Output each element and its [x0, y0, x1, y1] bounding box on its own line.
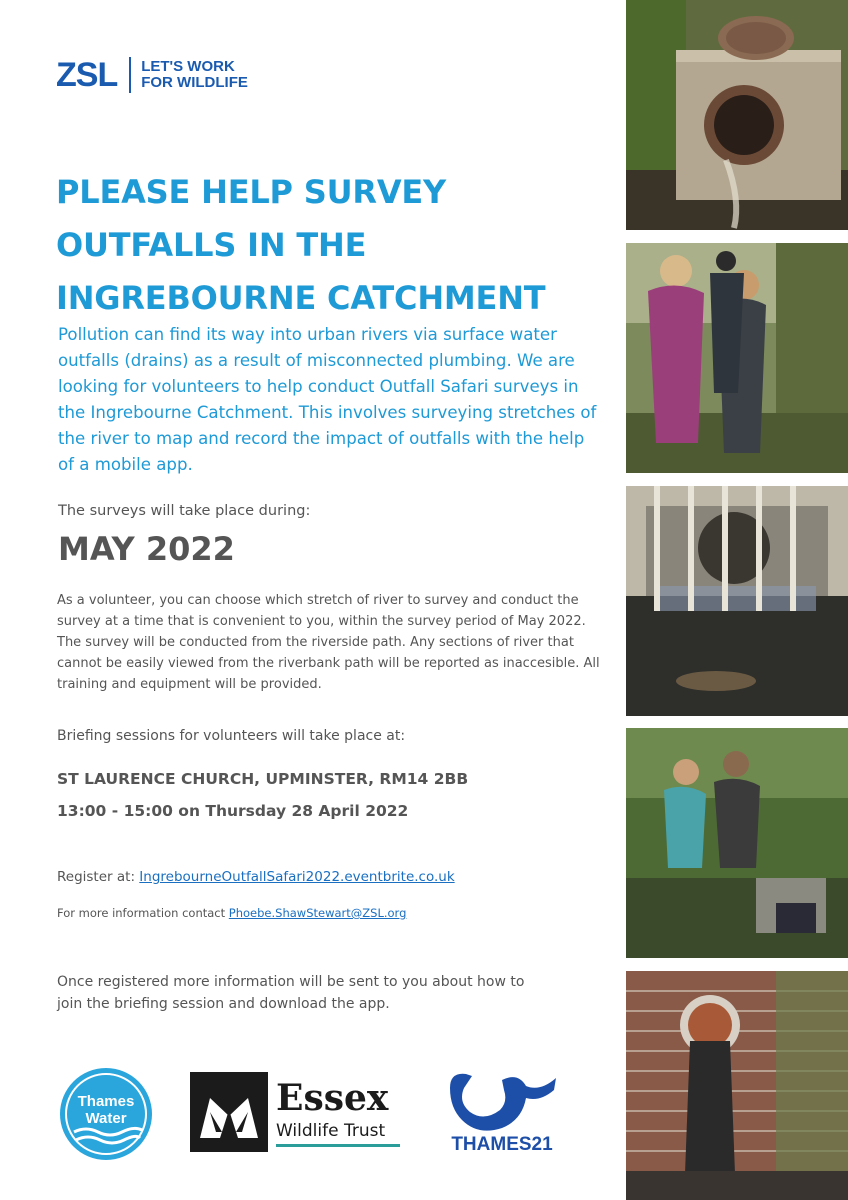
essex-line1: Essex — [276, 1077, 389, 1119]
register-link[interactable]: IngrebourneOutfallSafari2022.eventbrite.co.uk — [139, 869, 455, 885]
survey-lead: The surveys will take place during: — [58, 503, 311, 519]
thames21-wordmark: THAMES21 — [451, 1134, 553, 1154]
essex-line2: Wildlife Trust — [276, 1121, 386, 1141]
photo-outfall-brick-wall — [626, 971, 848, 1200]
thames-water-line1: Thames — [77, 1093, 135, 1110]
register-label: Register at: — [57, 869, 140, 885]
thames-water-line2: Water — [85, 1110, 127, 1127]
photo-volunteers-river — [626, 243, 848, 473]
register-line — [57, 869, 455, 885]
thames-water-logo — [58, 1066, 154, 1162]
zsl-tagline-line1: LET'S WORK — [141, 58, 235, 75]
zsl-logo — [56, 56, 248, 94]
photo-outfall-grille — [626, 486, 848, 716]
essex-wildlife-trust-logo — [190, 1072, 402, 1152]
contact-email-link[interactable]: Phoebe.ShawStewart@ZSL.org — [228, 906, 407, 920]
thames21-logo — [444, 1068, 560, 1154]
photo-column — [626, 0, 848, 1200]
zsl-tagline — [141, 59, 248, 91]
zsl-tagline-line2: FOR WILDLIFE — [141, 74, 248, 91]
headline-line1: PLEASE HELP SURVEY — [56, 173, 447, 211]
briefing-venue: ST LAURENCE CHURCH, UPMINSTER, RM14 2BB — [57, 770, 469, 788]
zsl-logo-mark: ZSL — [56, 56, 118, 94]
headline-line3: INGREBOURNE CATCHMENT — [56, 279, 546, 317]
survey-period: MAY 2022 — [58, 530, 235, 568]
briefing-time: 13:00 - 15:00 on Thursday 28 April 2022 — [57, 802, 409, 820]
closing-paragraph: Once registered more information will be sent to you about how to join the briefing session and download the app. — [57, 974, 525, 1012]
survey-details: As a volunteer, you can choose which stretch of river to survey and conduct the survey at a time that is convenient to you, within the survey period of May 2022. The survey will be conducted from the riverside path. Any sections of river that cannot be easily viewed from the riverbank path will be reported as inaccesible. All training and equipment will be provided. — [57, 593, 600, 692]
thames21-logo-graphic — [444, 1068, 560, 1154]
zsl-logo-divider — [129, 57, 131, 93]
contact-line — [57, 906, 406, 920]
headline-line2: OUTFALLS IN THE — [56, 226, 367, 264]
briefing-lead: Briefing sessions for volunteers will take place at: — [57, 728, 406, 744]
photo-outfall-flap-valve — [626, 0, 848, 230]
contact-label: For more information contact — [57, 906, 229, 920]
photo-volunteers-crouching — [626, 728, 848, 958]
page-title — [56, 166, 596, 325]
intro-paragraph: Pollution can find its way into urban rivers via surface water outfalls (drains) as a result of misconnected plumbing. We are looking for volunteers to help conduct Outfall Safari surveys in the Ingrebourne Catchment. This involves surveying stretches of the river to map and record the impact of outfalls with the help of a mobile app. — [58, 325, 597, 474]
thames-water-logo-graphic — [58, 1066, 154, 1162]
essex-logo-graphic — [190, 1072, 402, 1152]
